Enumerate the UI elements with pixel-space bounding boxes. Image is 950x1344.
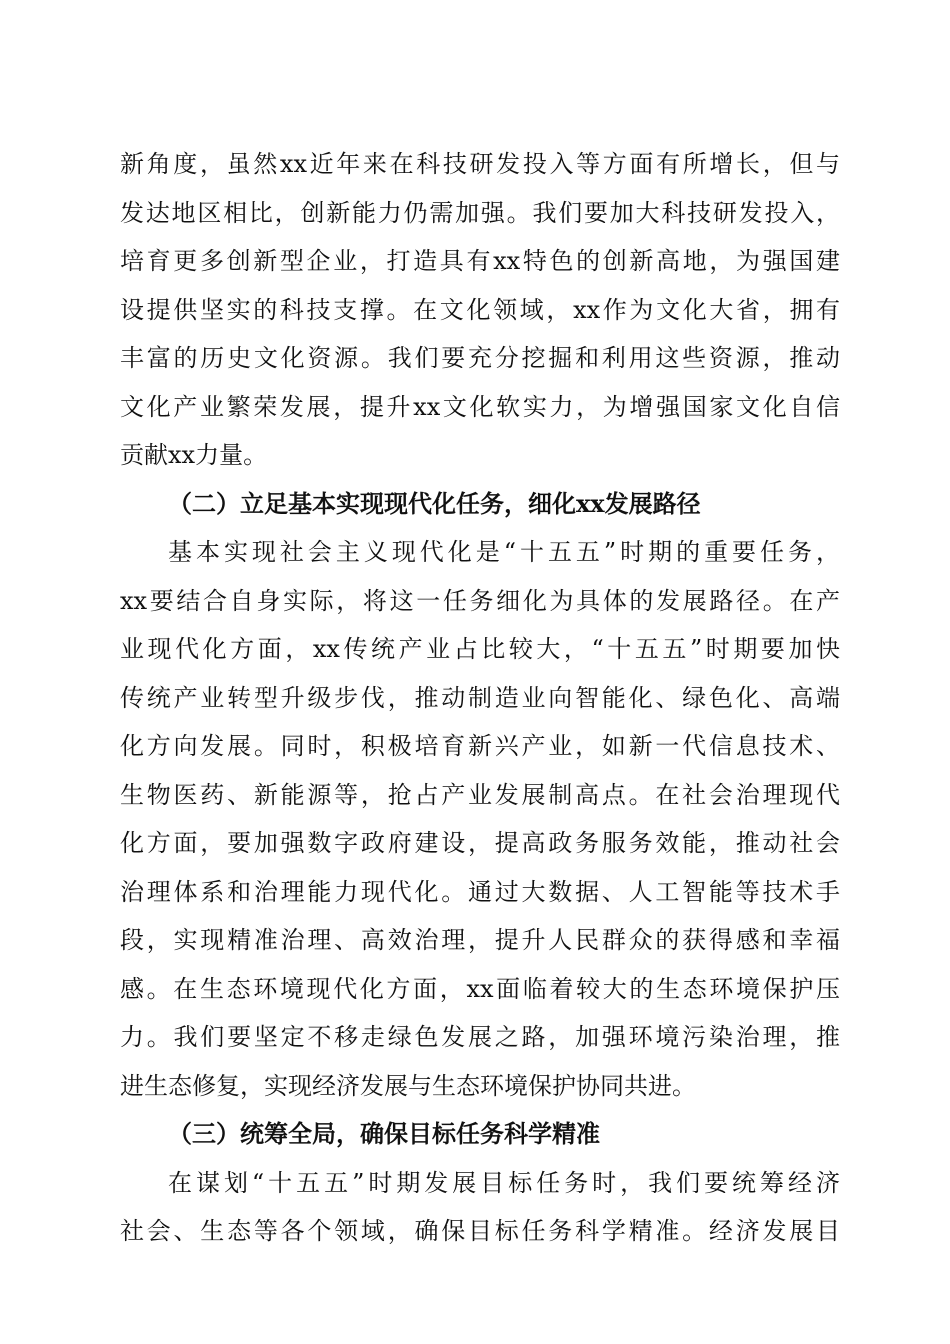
paragraph-line: 发达地区相比，创新能力仍需加强。我们要加大科技研发投入， (120, 199, 840, 227)
section-heading: （三）统筹全局，确保目标任务科学精准 (168, 1119, 600, 1148)
paragraph-line: 感。在生态环境现代化方面，xx面临着较大的生态环境保护压 (120, 975, 840, 1003)
section-heading: （二）立足基本实现现代化任务，细化xx发展路径 (168, 489, 701, 518)
paragraph-line: 培育更多创新型企业，打造具有xx特色的创新高地，为强国建 (120, 247, 840, 275)
paragraph-line: 化方向发展。同时，积极培育新兴产业，如新一代信息技术、 (120, 732, 840, 760)
paragraph-line: 社会、生态等各个领域，确保目标任务科学精准。经济发展目 (120, 1217, 840, 1245)
paragraph-line: 设提供坚实的科技支撑。在文化领域，xx作为文化大省，拥有 (120, 296, 840, 324)
paragraph-line: 化方面，要加强数字政府建设，提高政务服务效能，推动社会 (120, 829, 840, 857)
paragraph-line: 新角度，虽然xx近年来在科技研发投入等方面有所增长，但与 (120, 150, 840, 178)
paragraph-line: 基本实现社会主义现代化是“十五五”时期的重要任务， (168, 538, 840, 566)
paragraph-line: 贡献xx力量。 (120, 441, 268, 469)
paragraph-line: 传统产业转型升级步伐，推动制造业向智能化、绿色化、高端 (120, 684, 840, 712)
paragraph-line: 丰富的历史文化资源。我们要充分挖掘和利用这些资源，推动 (120, 344, 840, 372)
paragraph-line: 在谋划“十五五”时期发展目标任务时，我们要统筹经济 (168, 1169, 840, 1197)
paragraph-line: xx要结合自身实际，将这一任务细化为具体的发展路径。在产 (120, 587, 840, 615)
paragraph-line: 业现代化方面，xx传统产业占比较大，“十五五”时期要加快 (120, 635, 840, 663)
paragraph-line: 段，实现精准治理、高效治理，提升人民群众的获得感和幸福 (120, 926, 840, 954)
paragraph-line: 文化产业繁荣发展，提升xx文化软实力，为增强国家文化自信 (120, 393, 840, 421)
paragraph-line: 治理体系和治理能力现代化。通过大数据、人工智能等技术手 (120, 878, 840, 906)
paragraph-line: 进生态修复，实现经济发展与生态环境保护协同共进。 (120, 1072, 696, 1100)
paragraph-line: 力。我们要坚定不移走绿色发展之路，加强环境污染治理，推 (120, 1023, 840, 1051)
paragraph-line: 生物医药、新能源等，抢占产业发展制高点。在社会治理现代 (120, 781, 840, 809)
